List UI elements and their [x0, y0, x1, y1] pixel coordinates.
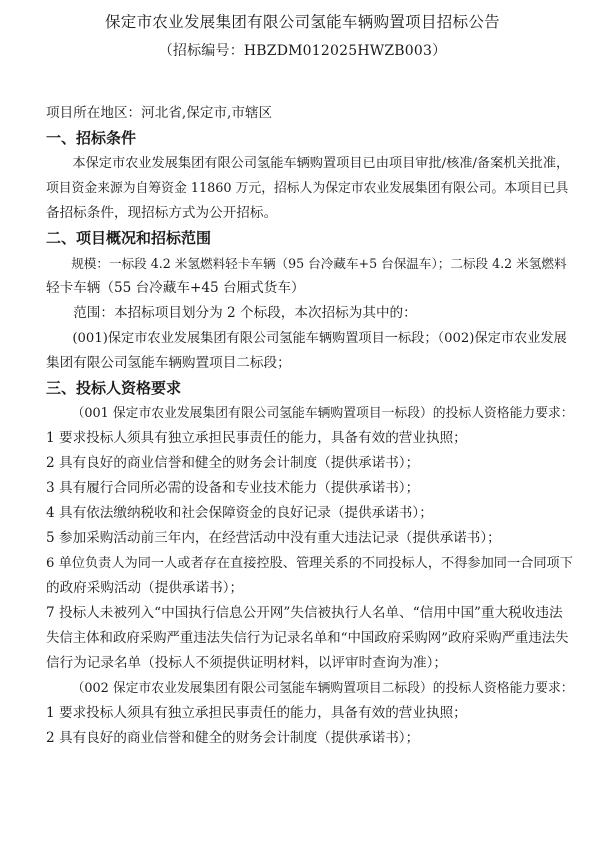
text-line: 轻卡车辆（55 台冷藏车+45 台厢式货车） — [46, 280, 305, 296]
paragraph — [46, 251, 574, 301]
section-heading: 二、项目概况和招标范围 — [46, 229, 212, 247]
list-item: 1 要求投标人须具有独立承担民事责任的能力，具备有效的营业执照； — [46, 430, 467, 446]
lot-intro: （002 保定市农业发展集团有限公司氢能车辆购置项目二标段）的投标人资格能力要求： — [71, 681, 574, 696]
list-item: 5 参加采购活动前三年内，在经营活动中没有重大违法记录（提供承诺书）； — [46, 530, 501, 546]
text-line: 项目资金来源为自筹资金 11860 万元，招标人为保定市农业发展集团有限公司。本项目已具 — [46, 181, 569, 196]
text-line: 规模：一标段 4.2 米氢燃料轻卡车辆（95 台冷藏车+5 台保温车）；二标段 4.2 米氢燃料 — [71, 256, 567, 271]
list-item: 3 具有履行合同所必需的设备和专业技术能力（提供承诺书）； — [46, 480, 420, 496]
document-title: 保定市农业发展集团有限公司氢能车辆购置项目招标公告 — [104, 13, 500, 31]
text-line: 6 单位负责人为同一人或者存在直接控股、管理关系的不同投标人，不得参加同一合同项下 — [46, 556, 573, 571]
project-location: 项目所在地区：河北省,保定市,市辖区 — [46, 105, 273, 121]
lot-intro: （001 保定市农业发展集团有限公司氢能车辆购置项目一标段）的投标人资格能力要求： — [71, 406, 574, 421]
list-item — [46, 601, 574, 676]
scope-line: 范围：本招标项目划分为 2 个标段，本次招标为其中的： — [73, 305, 417, 321]
text-line: 的政府采购活动（提供承诺书）； — [46, 580, 244, 596]
text-line: 本保定市农业发展集团有限公司氢能车辆购置项目已由项目审批/核准/备案机关批准， — [72, 156, 570, 171]
paragraph — [46, 326, 574, 376]
document-body — [46, 101, 574, 751]
section-heading: 一、招标条件 — [46, 129, 137, 147]
text-line: 失信主体和政府采购严重违法失信行为记录名单和“中国政府采购网”政府采购严重违法失 — [46, 631, 569, 646]
text-line: 信行为记录名单（投标人不须提供证明材料，以评审时查询为准）； — [46, 655, 448, 671]
list-item: 4 具有依法缴纳税收和社会保障资金的良好记录（提供承诺书）； — [46, 505, 433, 521]
list-item: 2 具有良好的商业信誉和健全的财务会计制度（提供承诺书）； — [46, 730, 420, 746]
list-item — [46, 551, 574, 601]
text-line: (001)保定市农业发展集团有限公司氢能车辆购置项目一标段；（002)保定市农业发展 — [72, 331, 567, 346]
text-line: 7 投标人未被列入“中国执行信息公开网”失信被执行人名单、“信用中国”重大税收违法 — [46, 605, 563, 621]
list-item: 2 具有良好的商业信誉和健全的财务会计制度（提供承诺书）； — [46, 455, 420, 471]
tender-number: （招标编号：HBZDM012025HWZB003） — [158, 43, 447, 59]
section-heading: 三、投标人资格要求 — [46, 379, 182, 397]
text-line: 备招标条件，现招标方式为公开招标。 — [46, 205, 278, 221]
paragraph — [46, 151, 574, 226]
list-item: 1 要求投标人须具有独立承担民事责任的能力，具备有效的营业执照； — [46, 705, 467, 721]
text-line: 集团有限公司氢能车辆购置项目二标段； — [46, 355, 291, 371]
